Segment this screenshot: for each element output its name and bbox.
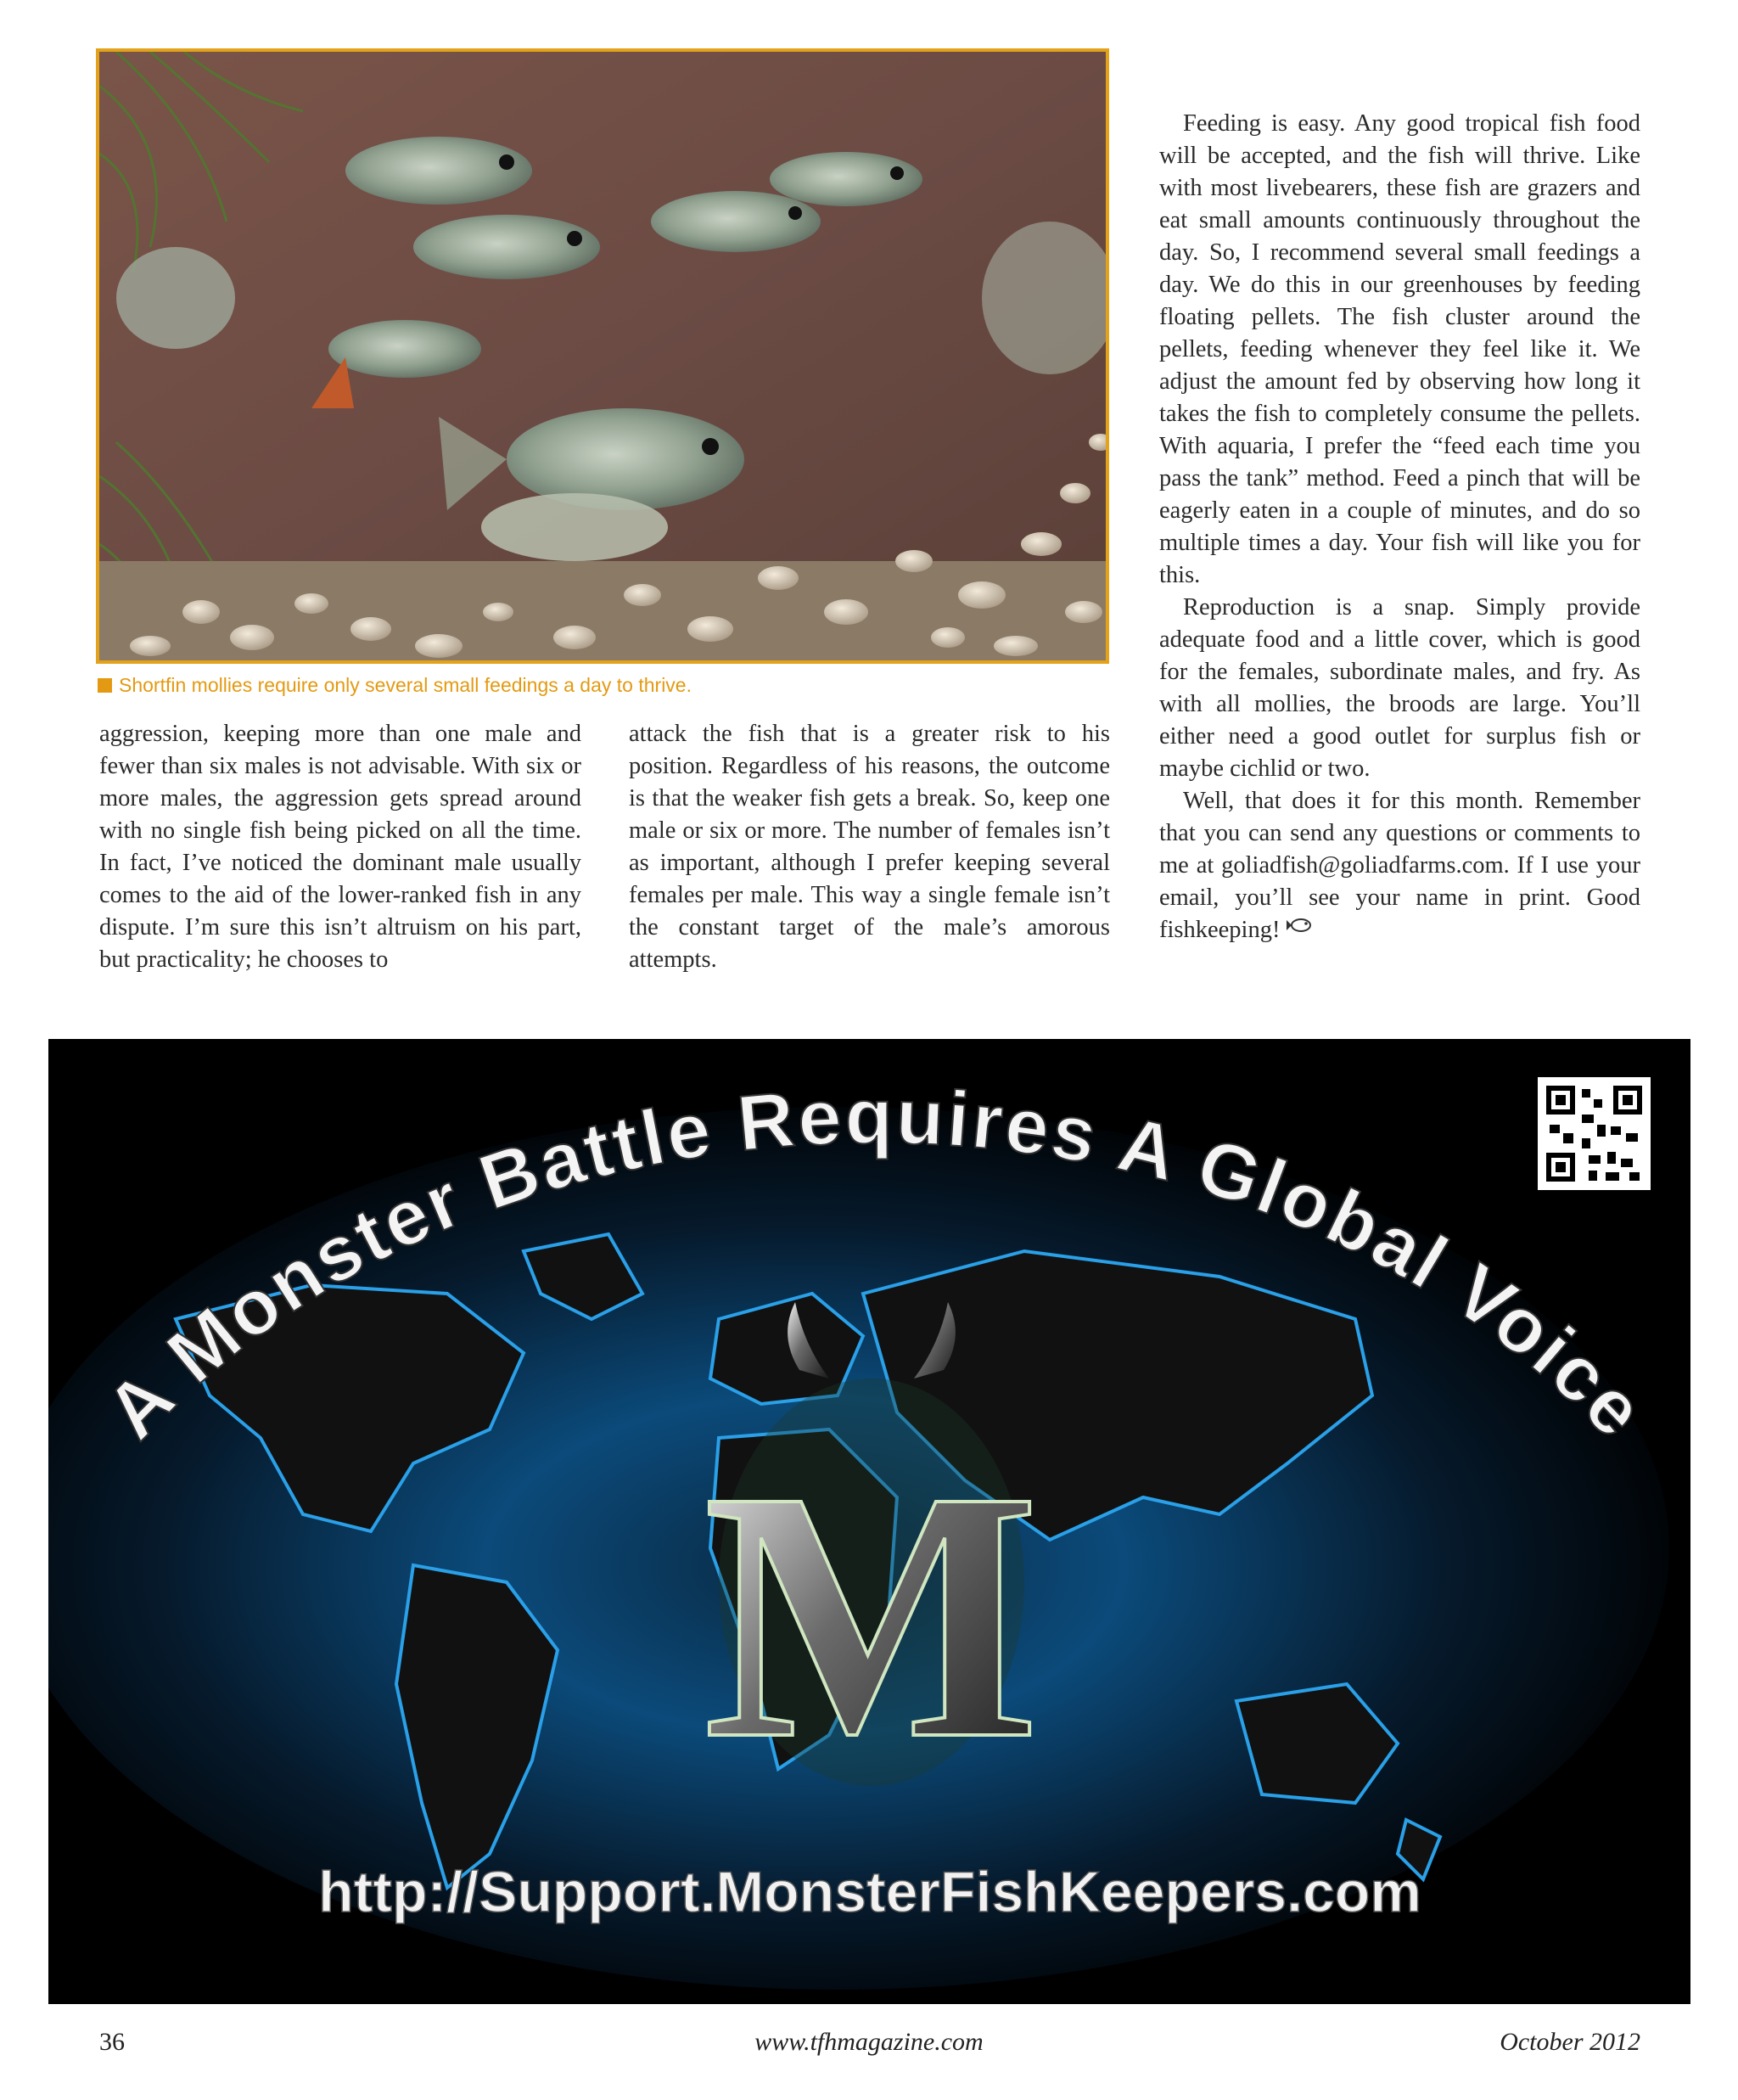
article-paragraph: Feeding is easy. Any good tropical fish food will be accepted, and the fish will thrive. Like with most livebearers, these fish are grazers and eat small amounts continuously throughout the day. So, I recommend several small feedings a day. We do this in our greenhouses by feeding floating pellets. The fish cluster around the pellets, feeding whenever they feel like it. We adjust the amount fed by observing how long it takes the fish to completely consume the pellets. With aquaria, I prefer the “feed each time you pass the tank” method. Feed a pinch that will be eagerly eaten in a couple of minutes, and do so multiple times a day. Your fish will like you for this. [1159,110,1640,588]
issue-date: October 2012 [1500,2028,1640,2056]
article-column-2 [629,718,1110,976]
ad-url: http://Support.MonsterFishKeepers.com [318,1860,1421,1924]
article-column-3 [1159,108,1640,946]
aquarium-fish-illustration [99,52,1106,660]
ad-artwork [48,1039,1690,2004]
svg-text:M: M [703,1418,1040,1812]
molly-photo [96,48,1109,664]
end-mark-fish-icon [1287,915,1315,934]
monster-fish-keepers-ad [48,1039,1690,2004]
photo-caption [98,674,1116,697]
caption-bullet-icon [98,678,112,693]
article-paragraph: attack the fish that is a greater risk to his position. Regardless of his reasons, the outcome is that the weaker fish gets a break. So, keep one male or six or more. The number of females isn’t as important, although I prefer keeping several females per male. This way a single female isn’t the constant target of the male’s amorous attempts. [629,721,1110,973]
article-paragraph: aggression, keeping more than one male and fewer than six males is not advisable. With six or more males, the aggression gets spread around with no single fish being picked on all the time. In fact, I’ve noticed the dominant male usually comes to the aid of the lower-ranked fish in any dispute. I’m sure this isn’t altruism on his part, but practicality; he chooses to [99,721,581,973]
caption-text: Shortfin mollies require only several small feedings a day to thrive. [119,674,692,696]
qr-code [1538,1077,1651,1190]
ad-headline: A Monster Battle Requires A Global Voice [89,1073,1662,1456]
article-column-1 [99,718,581,976]
page-number: 36 [99,2028,125,2056]
footer-website: www.tfhmagazine.com [754,2028,984,2056]
article-paragraph-closing: Well, that does it for this month. Remember that you can send any questions or comments to me at goliadfish@goliadfarms.com. If I use your email, you’ll see your name in print. Good fishkeeping! [1159,788,1640,943]
article-paragraph: Reproduction is a snap. Simply provide adequate food and a little cover, which is good for the females, subordinate males, and fry. As with all mollies, the broods are large. You’ll either need a good outlet for surplus fish or maybe cichlid or two. [1159,594,1640,782]
